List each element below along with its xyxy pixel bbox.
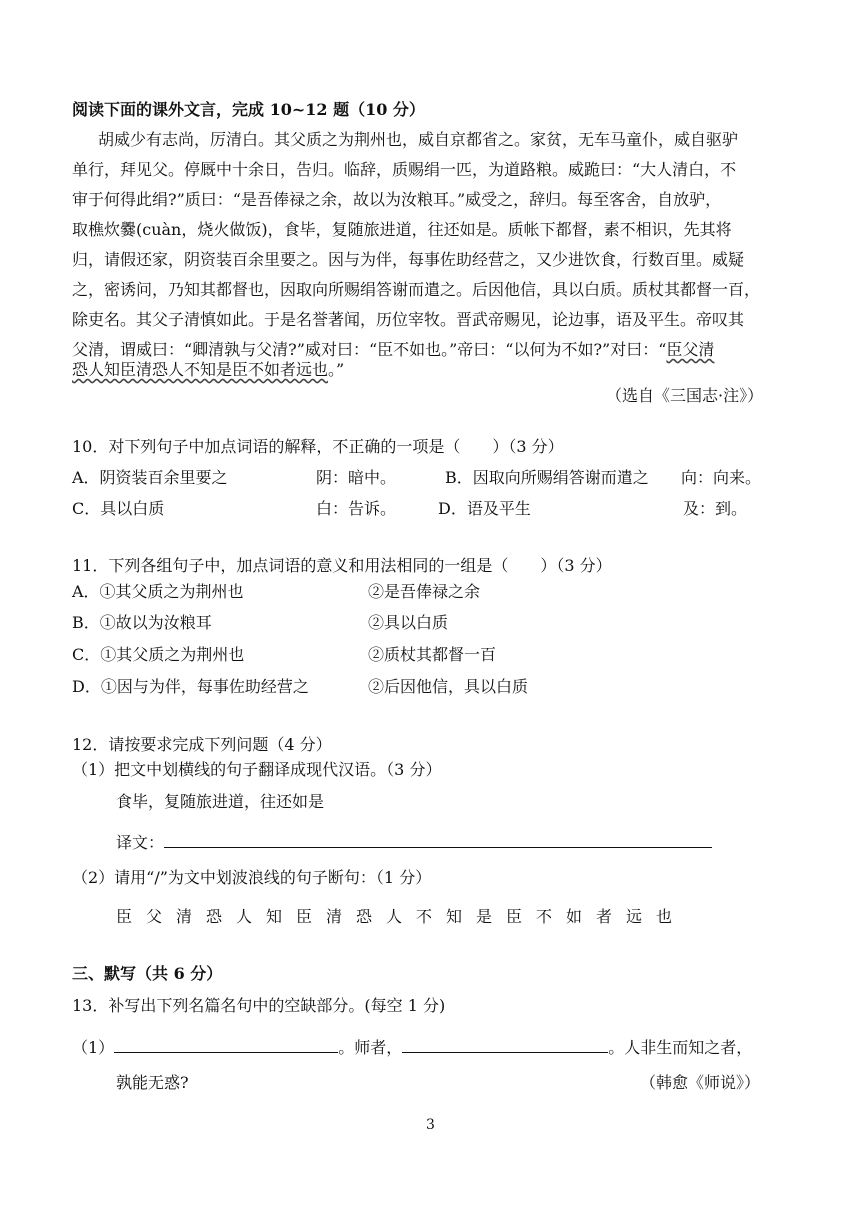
q11-option-c1: C．①其父质之为荆州也 — [72, 645, 245, 664]
passage-line: 胡威少有志尚，厉清白。其父质之为荆州也，威自京都省之。家贫，无车马童仆，威自驱驴 — [98, 130, 739, 149]
q10-stem: 10．对下列句子中加点词语的解释，不正确的一项是（ ）（3 分） — [72, 437, 564, 456]
q10-option-c: C．具以白质 — [72, 499, 165, 518]
q13-item1 — [72, 1034, 752, 1059]
passage-line: 之，密诱问，乃知其都督也，因取向所赐绢答谢而遣之。后因他信，具以白质。质杖其都督一百， — [72, 280, 761, 299]
q13-item1-source: （韩愈《师说》） — [640, 1073, 761, 1092]
q12-part1: （1）把文中划横线的句子翻译成现代汉语。（3 分） — [72, 760, 442, 779]
q10-gloss-d: 及：到。 — [683, 499, 748, 518]
wavy-underlined-sentence: 臣父清 — [666, 340, 715, 359]
item1-end: 。人非生而知之者， — [608, 1038, 753, 1057]
passage-line: 除吏名。其父子清慎如此。于是名誉著闻，历位宰牧。晋武帝赐见，论边事，语及平生。帝叹其 — [72, 310, 745, 329]
q11-option-b1: B．①故以为汝粮耳 — [72, 613, 212, 632]
page-number: 3 — [426, 1117, 435, 1133]
translation-label: 译文： — [116, 833, 165, 852]
item1-mid: 。师者， — [338, 1038, 403, 1057]
item1-label: （1） — [72, 1038, 115, 1057]
q11-option-b2: ②具以白质 — [368, 613, 449, 632]
q11-option-c2: ②质杖其都督一百 — [368, 645, 497, 664]
q10-option-a: A．阴资装百余里要之 — [72, 468, 228, 487]
section3-heading: 三、默写（共 6 分） — [72, 964, 223, 983]
passage-line — [72, 339, 714, 361]
q11-option-d1: D．①因与为伴，每事佐助经营之 — [72, 677, 309, 696]
passage-line: 审于何得此绢?”质曰：“是吾俸禄之余，故以为汝粮耳。”威受之，辞归。每至客舍，自放驴， — [72, 190, 722, 209]
q12-sentence: 食毕，复随旅进道，往还如是 — [116, 792, 325, 811]
reading-heading: 阅读下面的课外文言，完成 10~12 题（10 分） — [72, 100, 425, 119]
q11-option-a1: A．①其父质之为荆州也 — [72, 582, 244, 601]
q11-option-d2: ②后因他信，具以白质 — [368, 677, 529, 696]
q11-stem: 11．下列各组句子中，加点词语的意义和用法相同的一组是（ ）（3 分） — [72, 556, 612, 575]
translation-blank[interactable] — [164, 829, 712, 848]
q13-item1-line2: 孰能无惑? — [116, 1073, 189, 1092]
q10-gloss-c: 白：告诉。 — [316, 499, 397, 518]
q12-stem: 12．请按要求完成下列问题（4 分） — [72, 735, 332, 754]
passage-line — [72, 359, 344, 381]
passage-line: 取樵炊爨(cuàn，烧火做饭)，食毕，复随旅进道，往还如是。质帐下都督，素不相识，先其将 — [72, 220, 732, 239]
q10-gloss-a: 阴：暗中。 — [316, 468, 397, 487]
q12-sentence2: 臣父清恐人知臣清恐人不知是臣不如者远也 — [116, 907, 687, 926]
q12-part2: （2）请用“/”为文中划波浪线的句子断句：（1 分） — [72, 868, 432, 887]
q10-option-d: D．语及平生 — [438, 499, 531, 518]
passage-text: 。” — [328, 360, 345, 379]
q10-option-b: B．因取向所赐绢答谢而遣之 — [445, 468, 649, 487]
passage-line: 归，请假还家，阴资装百余里要之。因与为伴，每事佐助经营之，又少进饮食，行数百里。威疑 — [72, 250, 745, 269]
q12-translation-row — [116, 829, 712, 854]
wavy-underlined-sentence: 恐人知臣清恐人不知是臣不如者远也 — [72, 360, 329, 379]
passage-text: 父清，谓威曰：“卿清孰与父清?”威对曰：“臣不如也。”帝曰：“以何为不如?”对曰：“ — [72, 340, 667, 359]
q13-stem: 13．补写出下列名篇名句中的空缺部分。(每空 1 分) — [72, 996, 446, 1015]
passage-line: 单行，拜见父。停厩中十余日，告归。临辞，质赐绢一匹，为道路粮。威跪曰：“大人清白，不 — [72, 160, 737, 179]
q10-gloss-b: 向：向来。 — [681, 468, 762, 487]
fill-blank-2[interactable] — [402, 1034, 608, 1053]
fill-blank-1[interactable] — [114, 1034, 338, 1053]
passage-source: （选自《三国志·注》） — [606, 386, 764, 405]
q11-option-a2: ②是吾俸禄之余 — [368, 582, 481, 601]
